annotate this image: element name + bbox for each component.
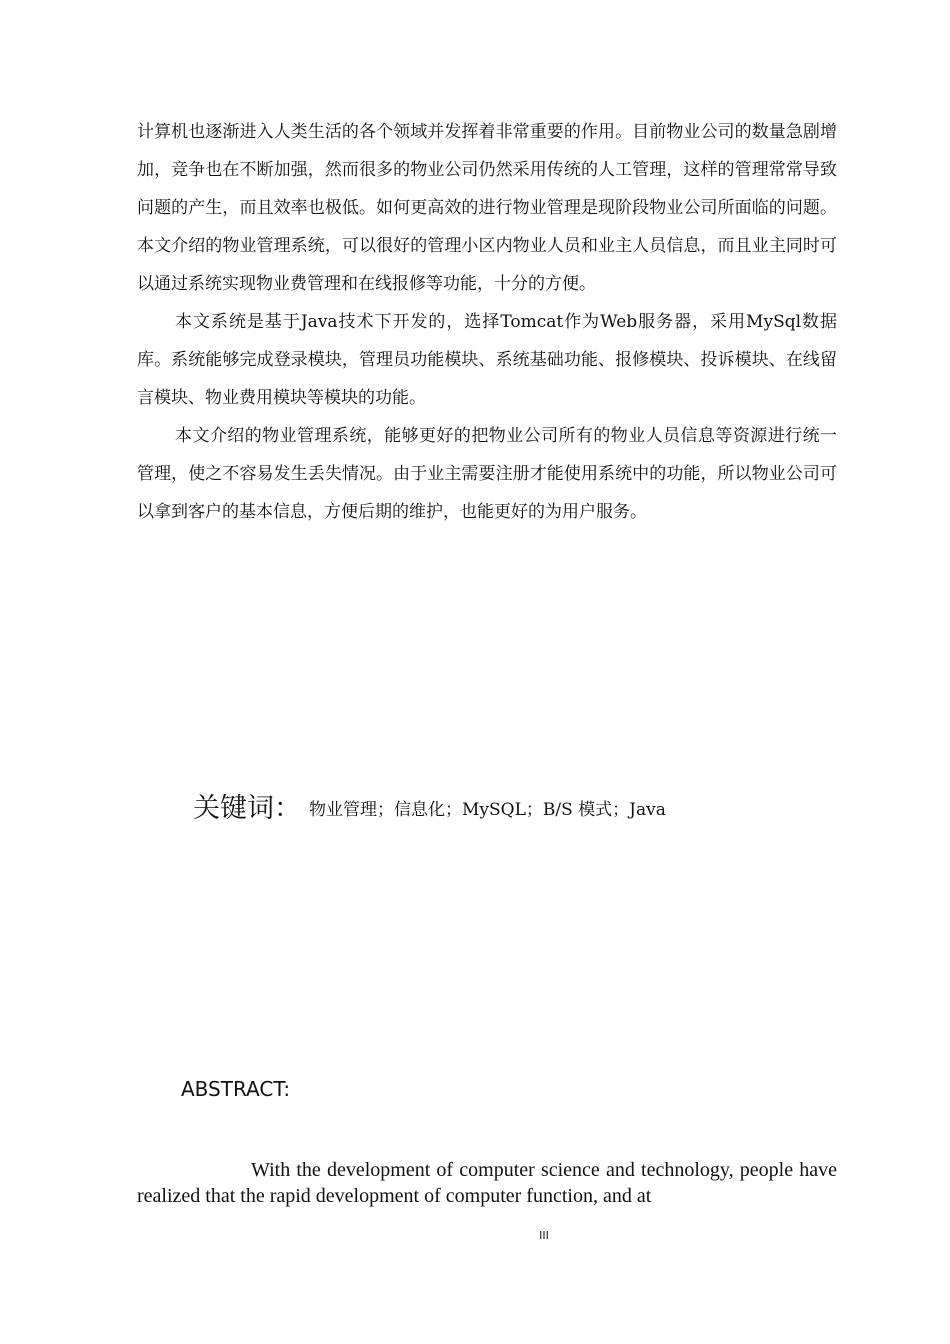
chinese-paragraph-1: 计算机也逐渐进入人类生活的各个领域并发挥着非常重要的作用。目前物业公司的数量急剧增加，竞争也在不断加强，然而很多的物业公司仍然采用传统的人工管理，这样的管理常常导致问题的产生，而且效率也极低。如何更高效的进行物业管理是现阶段物业公司所面临的问题。本文介绍的物业管理系统，可以很好的管理小区内物业人员和业主人员信息，而且业主同时可以通过系统实现物业费管理和在线报修等功能，十分的方便。: [137, 122, 837, 294]
chinese-paragraph-3: 本文介绍的物业管理系统，能够更好的把物业公司所有的物业人员信息等资源进行统一管理，使之不容易发生丢失情况。由于业主需要注册才能使用系统中的功能，所以物业公司可以拿到客户的基本信息，方便后期的维护，也能更好的为用户服务。: [137, 426, 837, 522]
chinese-paragraph-2: 本文系统是基于Java技术下开发的，选择Tomcat作为Web服务器，采用MySql数据库。系统能够完成登录模块，管理员功能模块、系统基础功能、报修模块、投诉模块、在线留言模块、物业费用模块等模块的功能。: [137, 312, 837, 408]
english-abstract-body: [137, 1157, 837, 1209]
page-number: III: [539, 1229, 549, 1242]
chinese-abstract-body: [137, 113, 837, 531]
keywords-label: 关键词：: [193, 793, 301, 824]
abstract-heading: ABSTRACT:: [181, 1077, 291, 1101]
keywords-line: [193, 786, 833, 825]
english-paragraph-1: With the development of computer science and technology, people have realized that the rapid development of computer function, and at: [137, 1159, 837, 1207]
keywords-text: 物业管理；信息化；MySQL；B/S 模式；Java: [309, 800, 666, 820]
